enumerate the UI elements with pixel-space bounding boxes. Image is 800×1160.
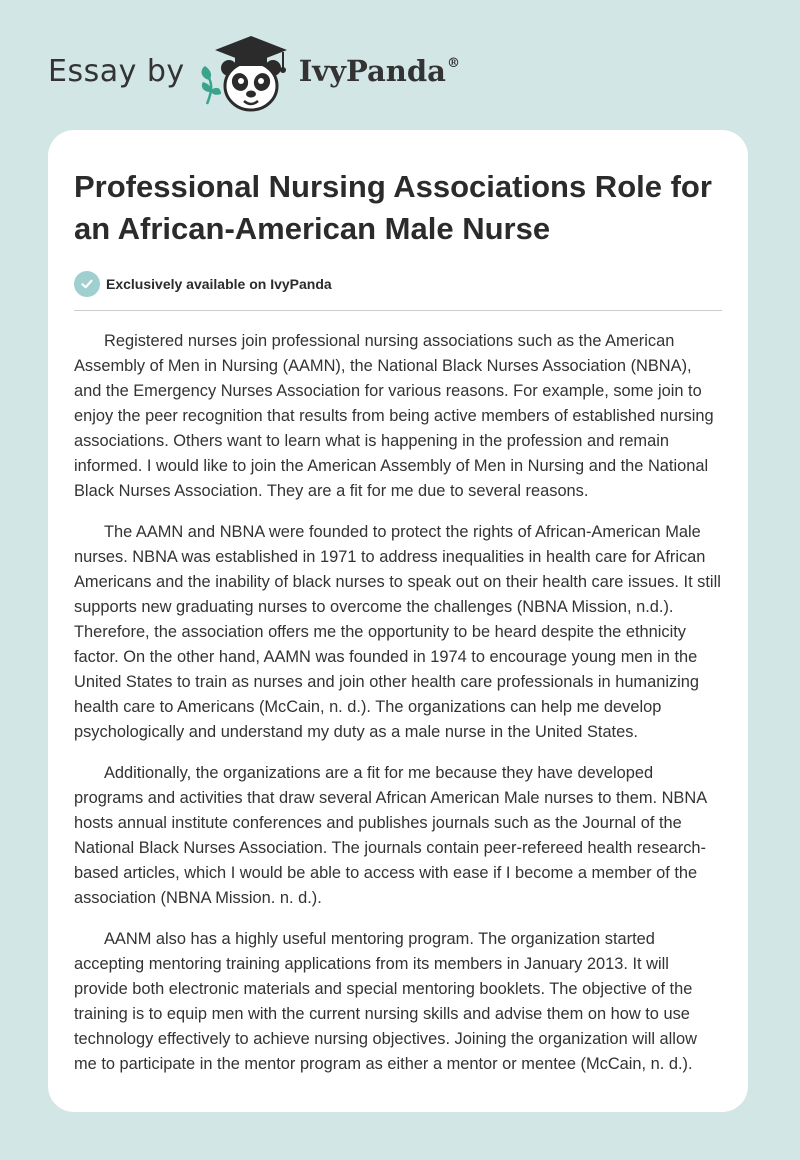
- essay-card: [48, 130, 748, 1112]
- page-title: Professional Nursing Associations Role for an African-American Male Nurse: [74, 169, 712, 246]
- check-circle-icon: [74, 271, 100, 297]
- paragraph: The AAMN and NBNA were founded to protect the rights of African-American Male nurses. NBNA was established in 1971 to address inequalities in health care for African Americans and the inability of black nurses to speak out on their health care issues. It still supports new graduating nurses to overcome the challenges (NBNA Mission, n.d.). Therefore, the association offers me the opportunity to be heard despite the ethnicity factor. On the other hand, AAMN was founded in 1974 to encourage young men in the United States to train as nurses and join other health care professionals in humanizing health care to Americans (McCain, n. d.). The organizations can help me develop psychologically and understand my duty as a male nurse in the United States.: [74, 523, 721, 741]
- paragraph: Additionally, the organizations are a fit for me because they have developed programs and activities that draw several African American Male nurses to them. NBNA hosts annual institute conferences and publishes journals such as the Journal of the National Black Nurses Association. The journals contain peer-refereed health research-based articles, which I would be able to access with ease if I become a member of the association (NBNA Mission. n. d.).: [74, 764, 707, 907]
- paragraph: Registered nurses join professional nursing associations such as the American Assembly of Men in Nursing (AAMN), the National Black Nurses Association (NBNA), and the Emergency Nurses Association for various reasons. For example, some join to enjoy the peer recognition that results from being active members of established nursing associations. Others want to learn what is happening in the profession and remain informed. I would like to join the American Assembly of Men in Nursing and the National Black Nurses Association. They are a fit for me due to several reasons.: [74, 332, 714, 500]
- exclusive-label: Exclusively available on IvyPanda: [106, 276, 332, 292]
- essay-body: [74, 329, 722, 1077]
- registered-mark: ®: [446, 56, 460, 71]
- divider: [74, 310, 722, 311]
- panda-graduate-logo-icon[interactable]: [199, 34, 295, 114]
- site-header: [48, 34, 460, 114]
- paragraph: AANM also has a highly useful mentoring program. The organization started accepting mentoring training applications from its members in January 2013. It will provide both electronic materials and special mentoring booklets. The objective of the training is to equip men with the current nursing skills and advise them on how to use technology effectively to achieve nursing objectives. Joining the organization will allow me to participate in the mentor program as either a mentor or mentee (McCain, n. d.).: [74, 930, 697, 1073]
- brand-name[interactable]: IvyPanda®: [298, 54, 460, 88]
- essay-by-label: Essay by: [48, 53, 185, 89]
- exclusive-badge: [74, 270, 722, 298]
